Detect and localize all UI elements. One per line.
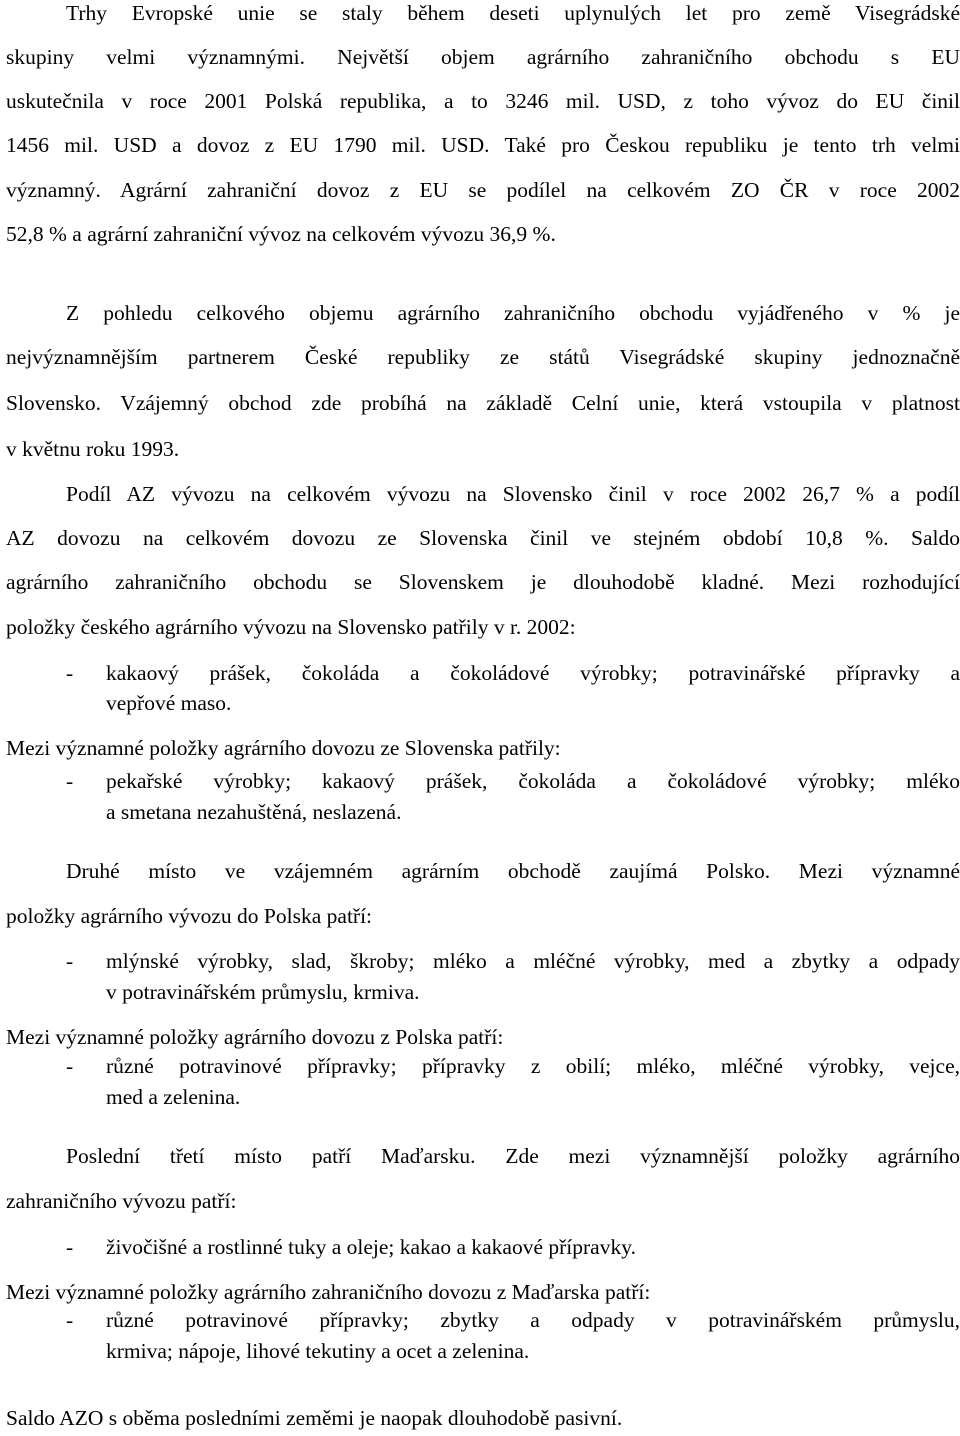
list-item-text: kakaový prášek, čokoláda a čokoládové výrobky; potravinářské přípravky a xyxy=(106,661,960,685)
text-line: 1456 mil. USD a dovoz z EU 1790 mil. USD. Také pro Českou republiku je tento trh velmi xyxy=(6,133,960,157)
text-line: Podíl AZ vývozu na celkovém vývozu na Slovensko činil v roce 2002 26,7 % a podíl xyxy=(66,482,960,506)
text-line: položky agrárního vývozu do Polska patří: xyxy=(6,904,373,928)
text-line: Poslední třetí místo patří Maďarsku. Zde mezi významnější položky agrárního xyxy=(66,1144,960,1168)
list-item-text: a smetana nezahuštěná, neslazená. xyxy=(106,800,402,824)
text-line: v květnu roku 1993. xyxy=(6,437,180,461)
list-dash: - xyxy=(66,661,74,685)
text-line: zahraničního vývozu patří: xyxy=(6,1189,237,1213)
text-line: Mezi významné položky agrárního dovozu ze Slovenska patřily: xyxy=(6,736,561,760)
text-line: uskutečnila v roce 2001 Polská republika, a to 3246 mil. USD, z toho vývoz do EU činil xyxy=(6,89,960,113)
list-dash: - xyxy=(66,1308,74,1332)
text-line: 52,8 % a agrární zahraniční vývoz na celkovém vývozu 36,9 %. xyxy=(6,222,556,246)
list-item-text: med a zelenina. xyxy=(106,1085,241,1109)
list-item-text: vepřové maso. xyxy=(106,691,232,715)
text-line: Saldo AZO s oběma posledními zeměmi je naopak dlouhodobě pasivní. xyxy=(6,1406,623,1430)
list-dash: - xyxy=(66,1235,74,1259)
list-item-text: různé potravinové přípravky; zbytky a odpady v potravinářském průmyslu, xyxy=(106,1308,960,1332)
text-line: nejvýznamnějším partnerem České republiky ze států Visegrádské skupiny jednoznačně xyxy=(6,345,960,369)
text-line: Slovensko. Vzájemný obchod zde probíhá na základě Celní unie, která vstoupila v platnost xyxy=(6,391,960,415)
text-line: Trhy Evropské unie se staly během deseti uplynulých let pro země Visegrádské xyxy=(66,1,960,25)
text-line: skupiny velmi významnými. Největší objem agrárního zahraničního obchodu s EU xyxy=(6,45,960,69)
list-item-text: krmiva; nápoje, lihové tekutiny a ocet a zelenina. xyxy=(106,1339,530,1363)
text-line: AZ dovozu na celkovém dovozu ze Slovenska činil ve stejném období 10,8 %. Saldo xyxy=(6,526,960,550)
text-line: Mezi významné položky agrárního zahraničního dovozu z Maďarska patří: xyxy=(6,1280,651,1304)
text-line: Mezi významné položky agrárního dovozu z Polska patří: xyxy=(6,1025,504,1049)
text-line: položky českého agrárního vývozu na Slovensko patřily v r. 2002: xyxy=(6,615,576,639)
list-item-text: v potravinářském průmyslu, krmiva. xyxy=(106,980,420,1004)
list-item-text: pekařské výrobky; kakaový prášek, čokoláda a čokoládové výrobky; mléko xyxy=(106,769,960,793)
list-dash: - xyxy=(66,769,74,793)
list-dash: - xyxy=(66,1054,74,1078)
text-line: Druhé místo ve vzájemném agrárním obchodě zaujímá Polsko. Mezi významné xyxy=(66,859,960,883)
text-line: Z pohledu celkového objemu agrárního zahraničního obchodu vyjádřeného v % je xyxy=(66,301,960,325)
text-line: agrárního zahraničního obchodu se Slovenskem je dlouhodobě kladné. Mezi rozhodující xyxy=(6,570,960,594)
list-item-text: různé potravinové přípravky; přípravky z obilí; mléko, mléčné výrobky, vejce, xyxy=(106,1054,960,1078)
list-item-text: živočišné a rostlinné tuky a oleje; kakao a kakaové přípravky. xyxy=(106,1235,636,1259)
text-line: významný. Agrární zahraniční dovoz z EU se podílel na celkovém ZO ČR v roce 2002 xyxy=(6,178,960,202)
list-item-text: mlýnské výrobky, slad, škroby; mléko a mléčné výrobky, med a zbytky a odpady xyxy=(106,949,960,973)
list-dash: - xyxy=(66,949,74,973)
